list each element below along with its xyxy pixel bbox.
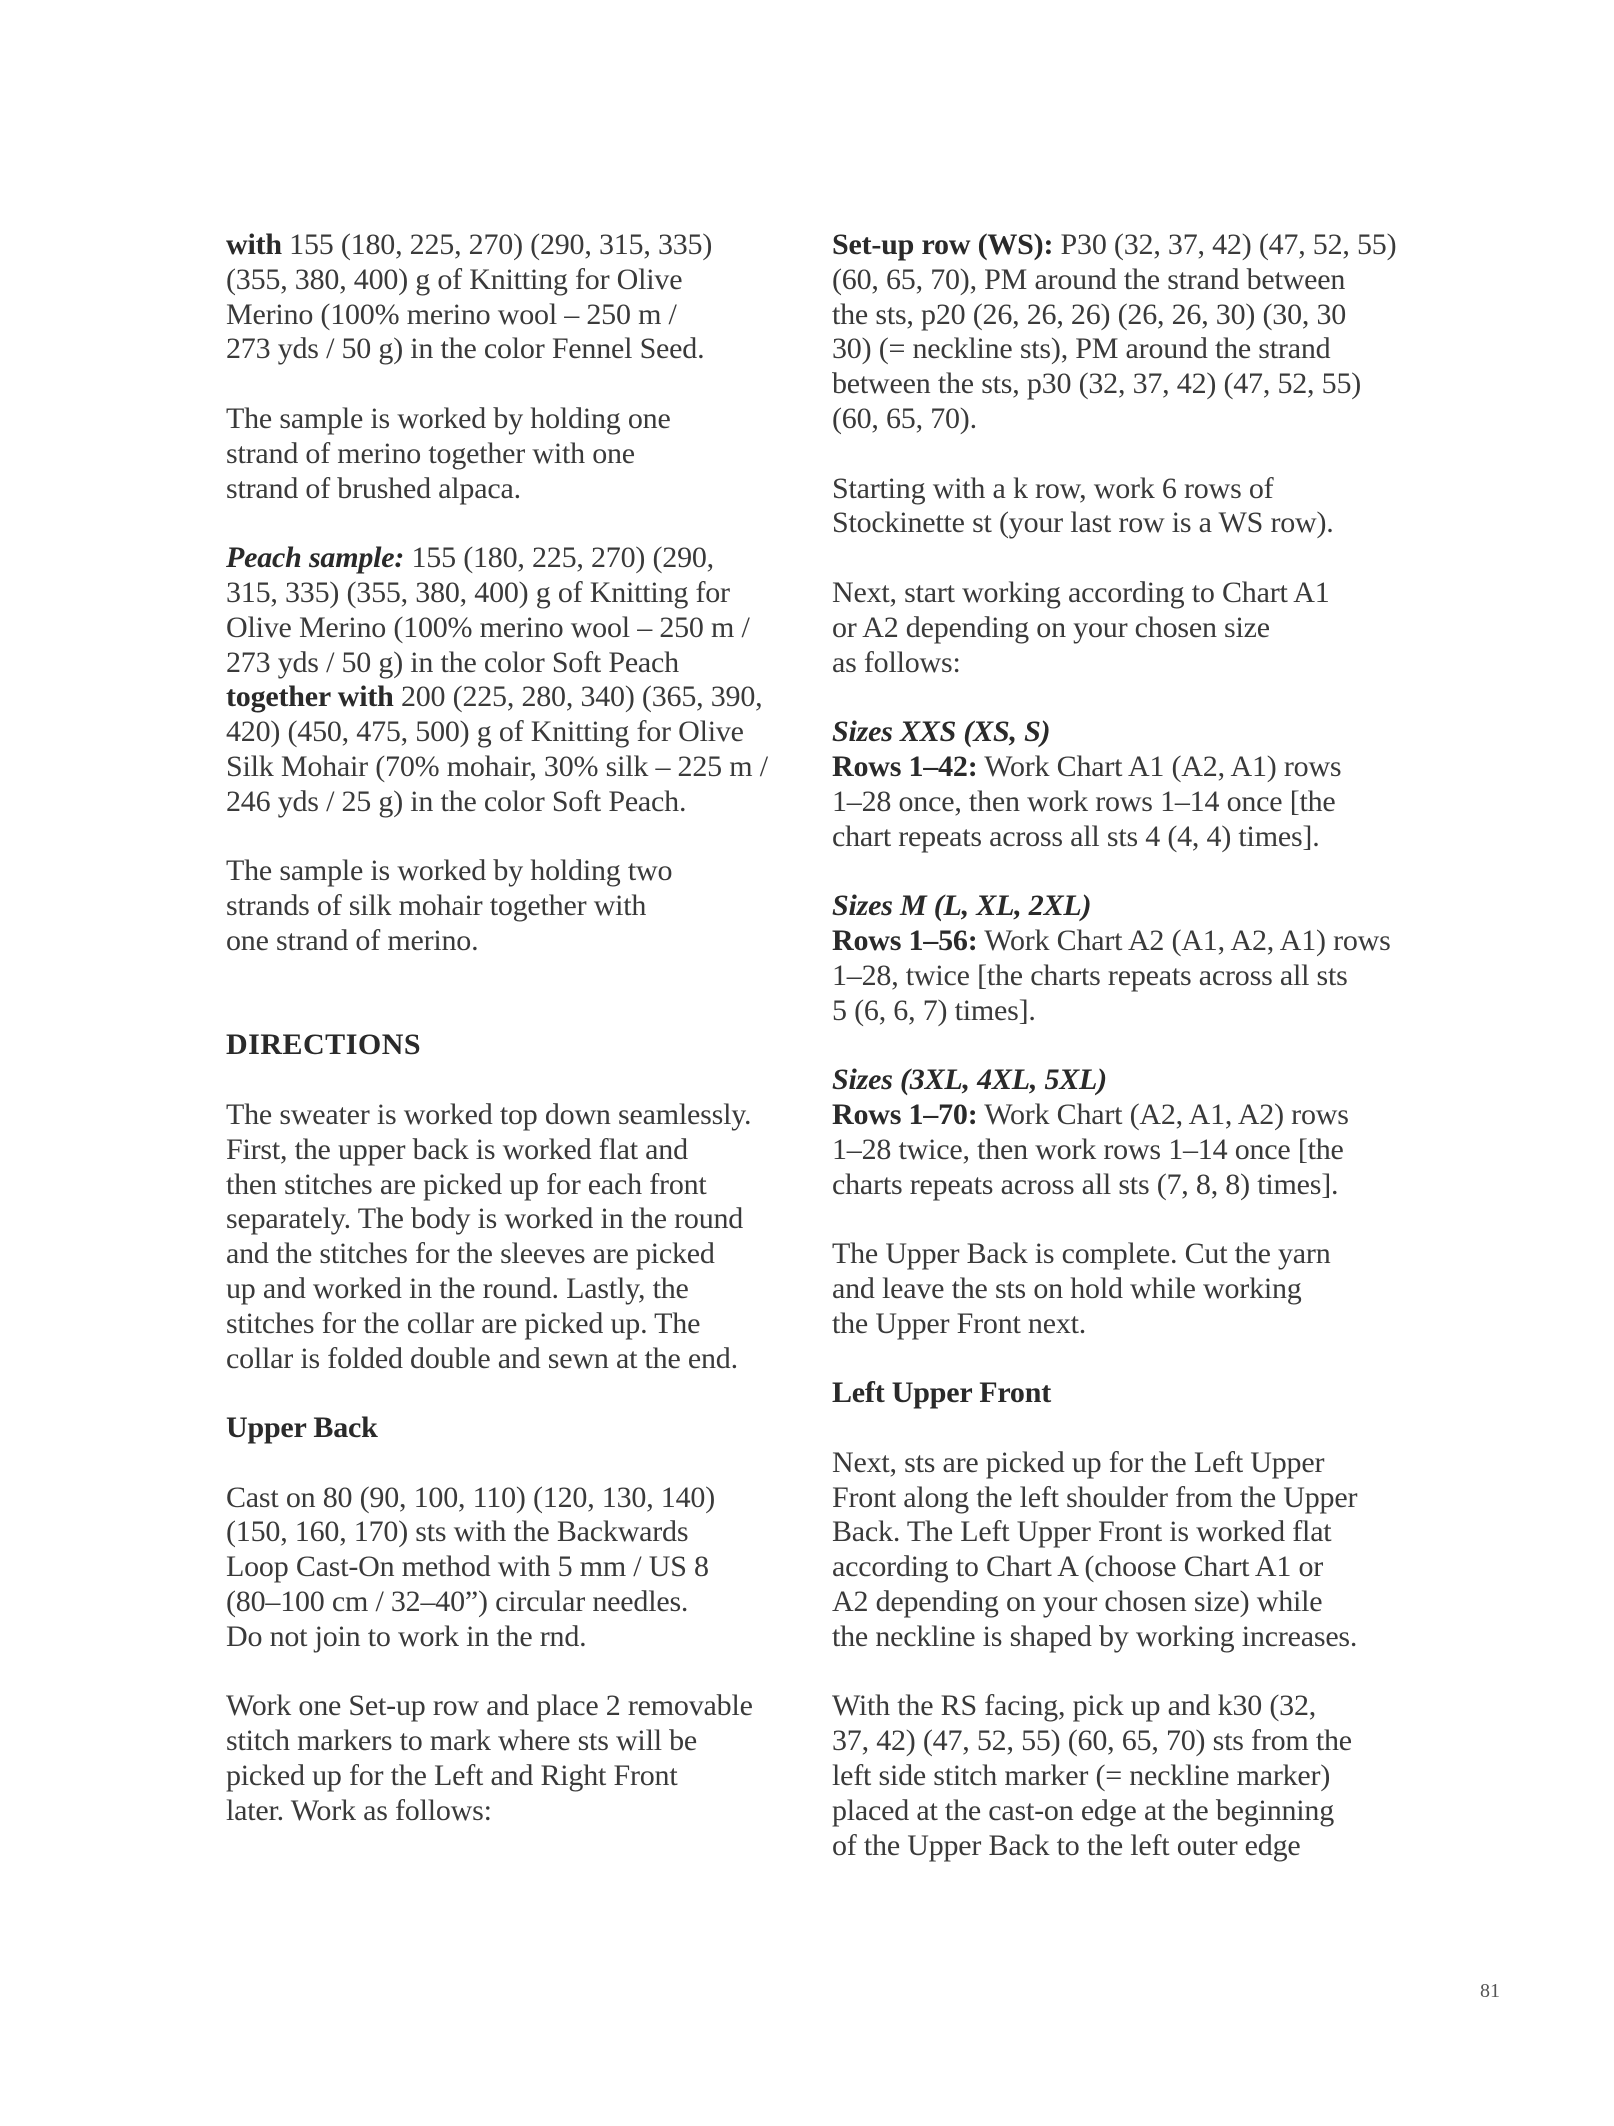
text-line: up and worked in the round. Lastly, the [226,1271,689,1305]
text-line: (60, 65, 70). [832,401,977,435]
text-line: Do not join to work in the rnd. [226,1619,587,1653]
text-line: stitches for the collar are picked up. The [226,1306,701,1340]
text-line: or A2 depending on your chosen size [832,610,1270,644]
text-line: strand of merino together with one [226,436,635,470]
text-line: Rows 1–42: Work Chart A1 (A2, A1) rows [832,749,1342,783]
cast-on-paragraph [226,1481,786,1655]
text-line: of the Upper Back to the left outer edge [832,1828,1301,1862]
peach-sample-label: Peach sample: [226,541,405,575]
text-line: Peach sample: 155 (180, 225, 270) (290, [226,541,714,575]
text-line: Cast on 80 (90, 100, 110) (120, 130, 140) [226,1480,715,1514]
text-line: separately. The body is worked in the round [226,1202,744,1236]
directions-heading: DIRECTIONS [226,1028,422,1062]
stockinette-paragraph [832,472,1402,542]
text-line: The sweater is worked top down seamlessly. [226,1097,752,1131]
text-line: (150, 160, 170) sts with the Backwards [226,1515,689,1549]
text-line: one strand of merino. [226,923,479,957]
left-column [226,228,786,1863]
text-line: 1–28 once, then work rows 1–14 once [the [832,784,1336,818]
text-line: with 155 (180, 225, 270) (290, 315, 335) [226,228,713,261]
size-group-xxs [832,715,1402,854]
text-line: 246 yds / 25 g) in the color Soft Peach. [226,784,687,818]
text-line: collar is folded double and sewn at the end. [226,1341,738,1375]
size-group-3xl [832,1063,1402,1202]
text-line: (355, 380, 400) g of Knitting for Olive [226,262,683,296]
text-line: Back. The Left Upper Front is worked flat [832,1515,1332,1549]
size-group-m [832,889,1402,1028]
text-line: 420) (450, 475, 500) g of Knitting for Olive [226,715,744,749]
text-line: 315, 335) (355, 380, 400) g of Knitting for [226,575,730,609]
text-line: Rows 1–70: Work Chart (A2, A1, A2) rows [832,1097,1349,1131]
size-group-title: Sizes M (L, XL, 2XL) [832,889,1092,923]
text-line: The sample is worked by holding two [226,854,673,888]
text-line: 273 yds / 50 g) in the color Soft Peach [226,645,679,679]
right-column [832,228,1402,1898]
text-line: strands of silk mohair together with [226,889,647,923]
text-line: between the sts, p30 (32, 37, 42) (47, 52, 55) [832,367,1362,401]
text-line: Rows 1–56: Work Chart A2 (A1, A2, A1) rows [832,923,1391,957]
text-line: later. Work as follows: [226,1793,492,1827]
text-line: 30) (= neckline sts), PM around the strand [832,332,1331,366]
text-line: Next, start working according to Chart A1 [832,575,1330,609]
spacer [226,994,786,1029]
text-line: Merino (100% merino wool – 250 m / [226,297,677,331]
text-line: chart repeats across all sts 4 (4, 4) times]. [832,819,1320,853]
text-line: according to Chart A (choose Chart A1 or [832,1550,1324,1584]
text-line: as follows: [832,645,961,679]
text-line: 273 yds / 50 g) in the color Fennel Seed. [226,332,705,366]
text-line: Olive Merino (100% merino wool – 250 m / [226,610,750,644]
text-line: Silk Mohair (70% mohair, 30% silk – 225 m / [226,749,768,783]
text-line: With the RS facing, pick up and k30 (32, [832,1689,1317,1723]
text-line: Stockinette st (your last row is a WS row). [832,506,1334,540]
text-line: (80–100 cm / 32–40”) circular needles. [226,1585,689,1619]
bold-lead: with [226,228,282,261]
pick-up-paragraph [832,1689,1402,1863]
text-line: Loop Cast-On method with 5 mm / US 8 [226,1550,709,1584]
rows-label: Rows 1–70: [832,1097,978,1131]
text-line: 37, 42) (47, 52, 55) (60, 65, 70) sts from the [832,1724,1352,1758]
text-line: Starting with a k row, work 6 rows of [832,471,1274,505]
setup-row-intro [226,1689,786,1828]
rows-label: Rows 1–56: [832,923,978,957]
text-line: picked up for the Left and Right Front [226,1759,678,1793]
peach-sample-paragraph [226,541,786,819]
text-line: the Upper Front next. [832,1306,1087,1340]
text-line: (60, 65, 70), PM around the strand between [832,262,1346,296]
text-line: 1–28, twice [the charts repeats across all sts [832,958,1348,992]
upper-back-complete-paragraph [832,1237,1402,1341]
text-line: and the stitches for the sleeves are picked [226,1237,715,1271]
text-line: charts repeats across all sts (7, 8, 8) times]. [832,1167,1339,1201]
setup-row-paragraph [832,228,1402,437]
text-line: the neckline is shaped by working increases. [832,1619,1358,1653]
text-line: The sample is worked by holding one [226,401,671,435]
directions-overview [226,1098,786,1376]
size-group-title: Sizes (3XL, 4XL, 5XL) [832,1063,1107,1097]
chart-intro-paragraph [832,576,1402,680]
text-line: The Upper Back is complete. Cut the yarn [832,1237,1331,1271]
text-line: strand of brushed alpaca. [226,471,521,505]
text-line: First, the upper back is worked flat and [226,1132,688,1166]
text-line: the sts, p20 (26, 26, 26) (26, 26, 30) (30, 30 [832,297,1347,331]
text-line: Set-up row (WS): P30 (32, 37, 42) (47, 52, 55) [832,228,1397,261]
page-number: 81 [1480,1980,1500,2002]
text-line: Work one Set-up row and place 2 removable [226,1689,753,1723]
size-group-title: Sizes XXS (XS, S) [832,715,1051,749]
text-line: together with 200 (225, 280, 340) (365, 390, [226,680,763,714]
left-upper-front-intro [832,1446,1402,1655]
text-line: Next, sts are picked up for the Left Upper [832,1445,1325,1479]
setup-row-label: Set-up row (WS): [832,228,1054,261]
together-with-label: together with [226,680,394,714]
text-line: and leave the sts on hold while working [832,1271,1302,1305]
left-upper-front-heading: Left Upper Front [832,1376,1052,1410]
text-line: stitch markers to mark where sts will be [226,1724,698,1758]
text-line: then stitches are picked up for each front [226,1167,707,1201]
text-line: Front along the left shoulder from the Upper [832,1480,1358,1514]
text-line: A2 depending on your chosen size) while [832,1585,1323,1619]
sample-note-alpaca [226,402,786,506]
sample-note-mohair [226,854,786,958]
upper-back-heading: Upper Back [226,1411,378,1445]
rows-label: Rows 1–42: [832,749,978,783]
text-line: 1–28 twice, then work rows 1–14 once [the [832,1132,1344,1166]
text-line: placed at the cast-on edge at the beginning [832,1793,1335,1827]
text-line: 5 (6, 6, 7) times]. [832,993,1036,1027]
yarn-fennel-paragraph [226,228,786,367]
text-line: left side stitch marker (= neckline marker) [832,1759,1331,1793]
